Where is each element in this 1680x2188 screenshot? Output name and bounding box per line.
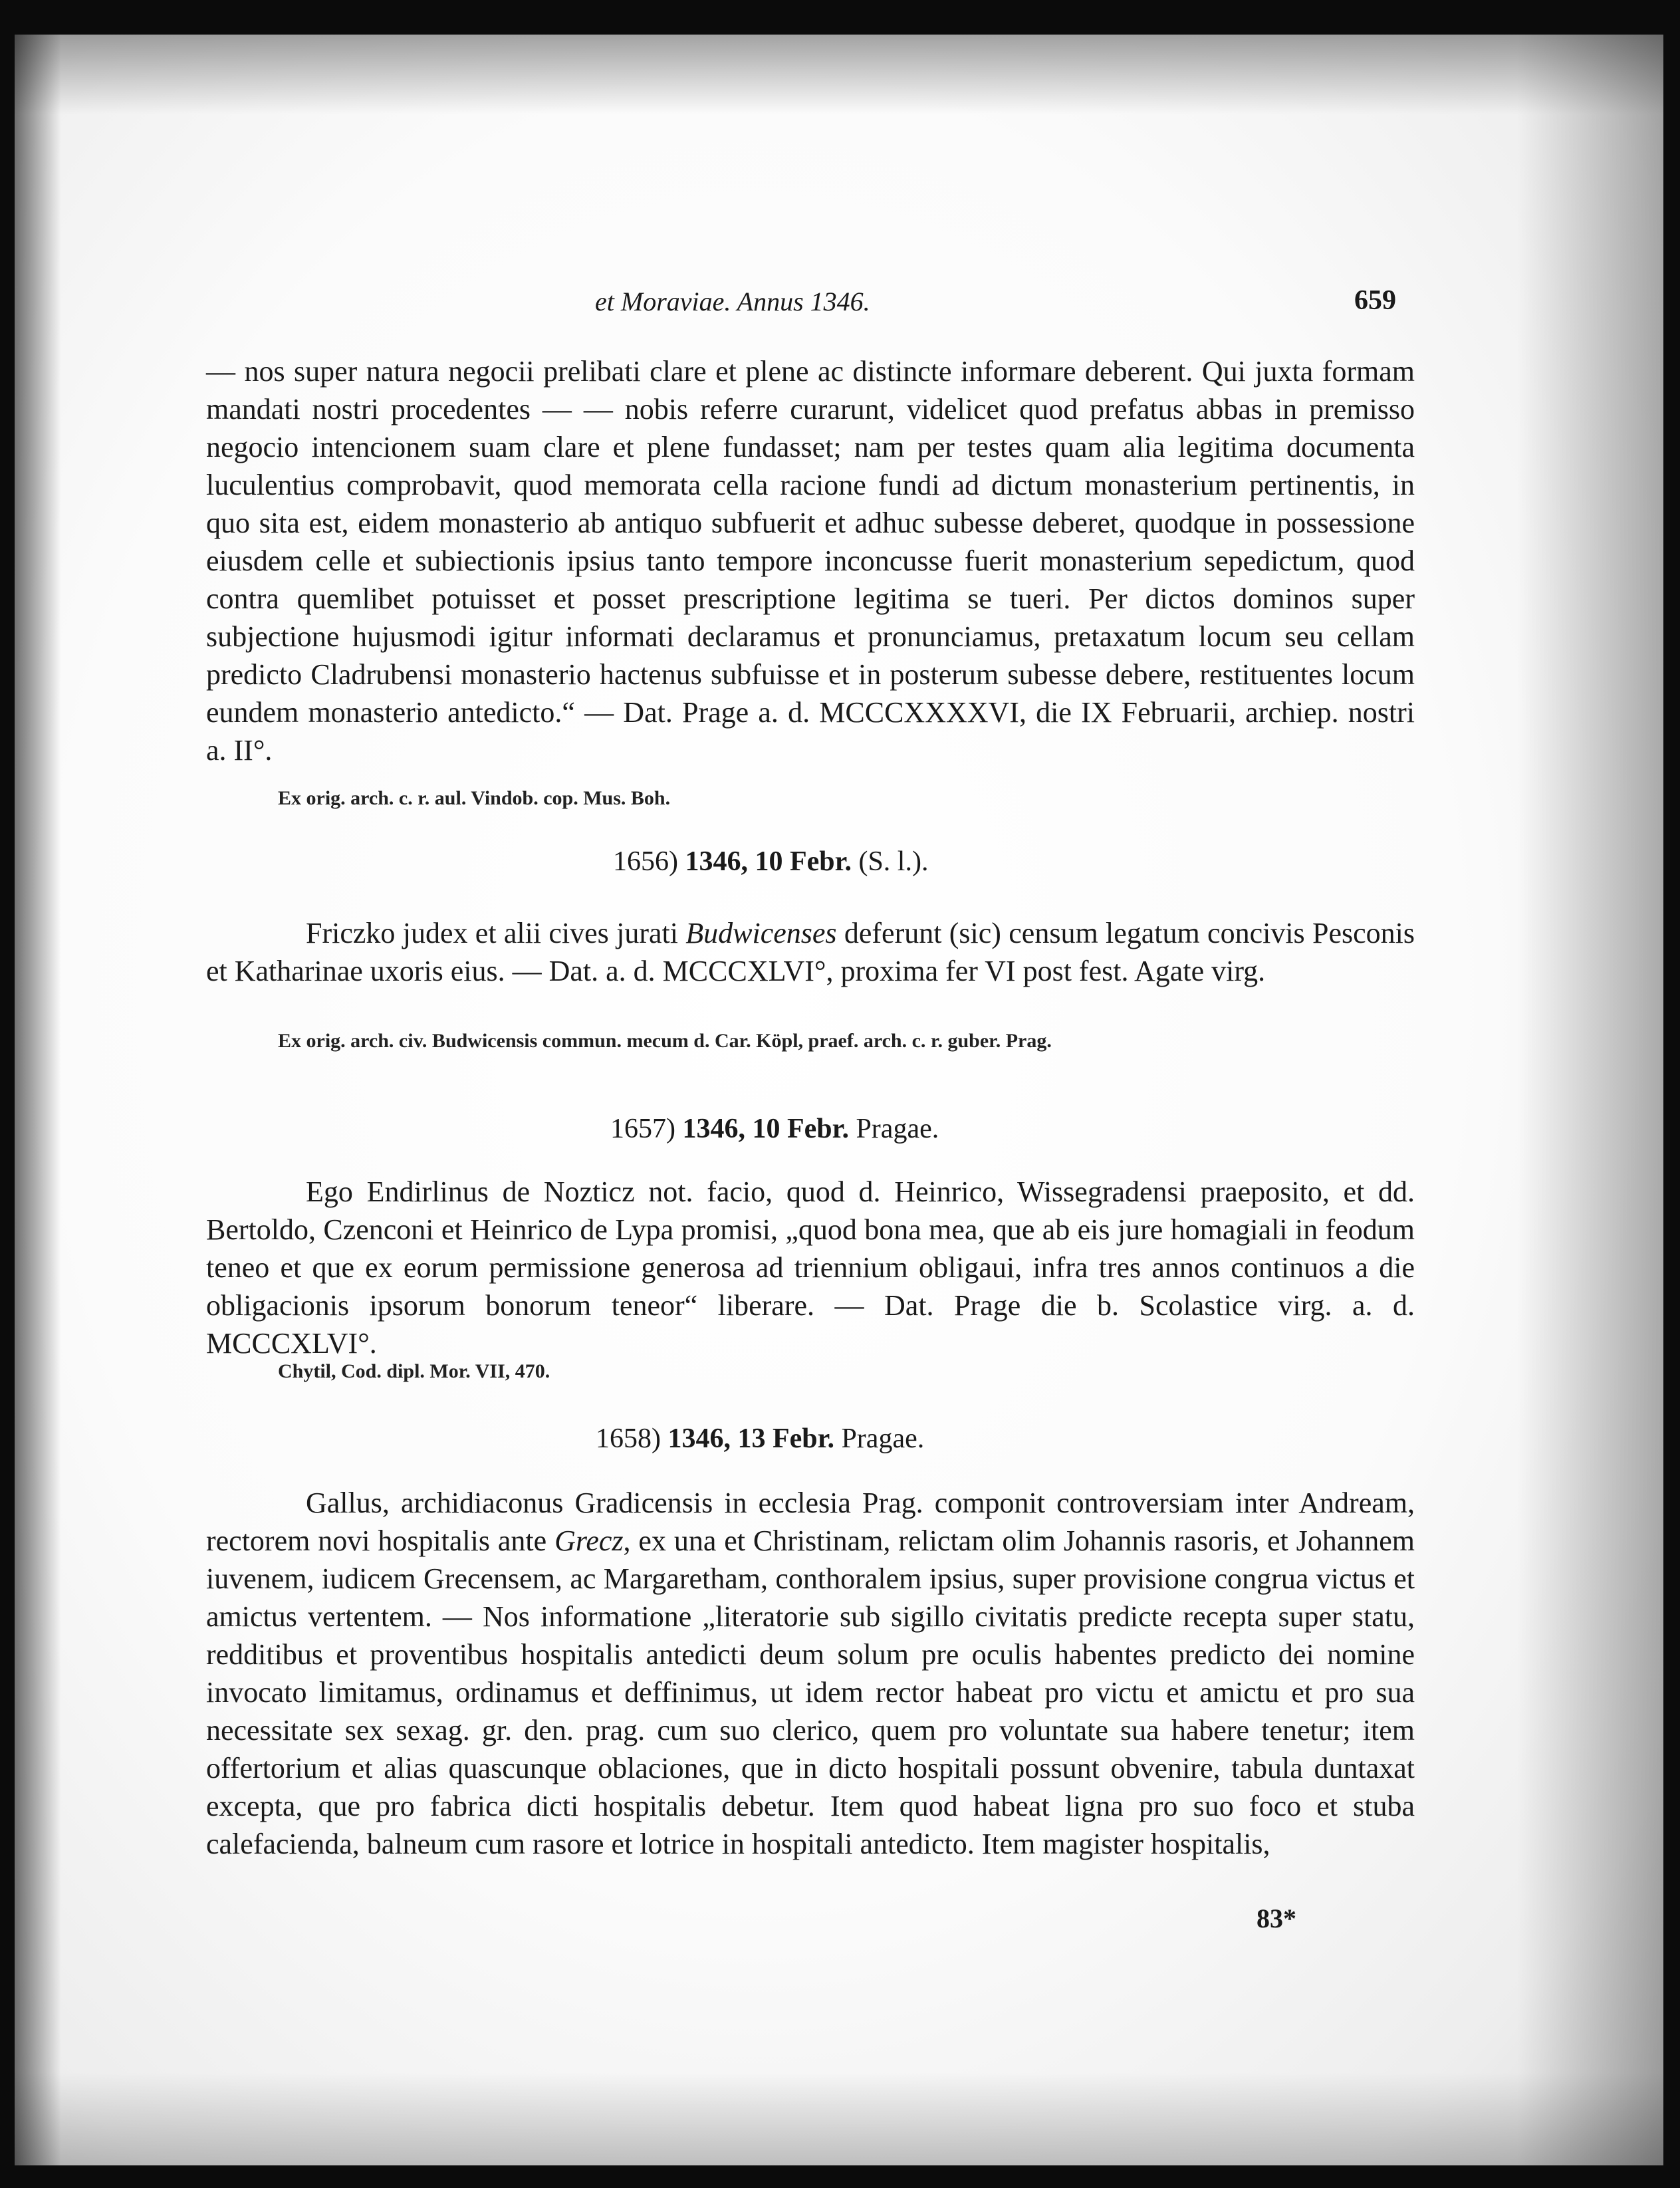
scanned-page xyxy=(15,35,1663,2165)
entry-number: 1656) xyxy=(613,846,678,877)
intro-text: — nos super natura negocii prelibati clare et plene ac distincte informare deberent. Qui juxta formam mandati nostri procedentes — — nobis referre curarunt, videlicet quod prefatus abbas in premisso negocio intencionem suam clare et plene fundasset; nam per testes quam alia legitima documenta luculentius comprobavit, quod memorata cella racione fundi ad dictum monasterium pertinentis, in quo sita est, eidem monasterio ab antiquo subfuerit et adhuc subesse deberet, quodque in possessione eiusdem celle et subiectionis ipsius tanto tempore inconcusse fuerit monasterium sepedictum, quod contra quemlibet potuisset et posset prescriptione legitima se tueri. Per dictos dominos super subjectione hujusmodi igitur informati declaramus et pronunciamus, pretaxatum locum seu cellam predicto Cladrubensi monasterio hactenus subfuisse et in posterum subesse debere, restituentes locum eundem monasterio antedicto.“ — Dat. Prage a. d. MCCCXXXXVI, die IX Februarii, archiep. nostri a. II°. xyxy=(206,355,1415,767)
intro-paragraph xyxy=(206,352,1415,769)
signature-mark: 83* xyxy=(1257,1903,1296,1933)
entry-text-before: Friczko judex et alii cives jurati xyxy=(306,917,686,949)
scan-shadow-right xyxy=(1517,35,1663,2165)
entry-text-after: , ex una et Christinam, relictam olim Johannis rasoris, et Johannem iuvenem, iudicem Grecensem, ac Margaretham, conthoralem ipsius, super provisione congrua victus et amictus vertentem. — Nos informatione „literatorie sub sigillo civitatis predicte recepta super statu, redditibus et proventibus hospitalis antedicti deum solum pre oculis habentes predicto dei nomine invocato limitamus, ordinamus et deffinimus, ut idem rector habeat pro victu et amictu et pro sua necessitate sex sexag. gr. den. prag. cum suo clerico, quem pro voluntate sua habere tenetur; item offertorium et alias quascunque oblaciones, que in dicto hospitali possunt obvenire, tabula duntaxat excepta, que pro fabrica dicti hospitalis debetur. Item quod habeat ligna pro suo foco et stuba calefacienda, balneum cum rasore et lotrice in hospitali antedicto. Item magister hospitalis, xyxy=(206,1524,1415,1860)
entry-1658-text xyxy=(206,1484,1415,1863)
entry-text-after: deferunt (sic) censum legatum concivis Pesconis et Katharinae uxoris eius. — Dat. a. d. MCCCXLVI°, proxima fer VI post fest. Agate virg. xyxy=(206,917,1415,987)
entry-1657-text xyxy=(206,1173,1415,1362)
entry-1657-heading xyxy=(610,1113,939,1145)
entry-text-italic: Budwicenses xyxy=(685,917,837,949)
entry-text-italic: Grecz xyxy=(554,1524,624,1557)
entry-text-before: Ego Endirlinus de Nozticz not. facio, quod d. Heinrico, Wissegradensi praeposito, et dd. Bertoldo, Czenconi et Heinrico de Lypa promisi, „quod bona mea, que ab eis jure homagiali in feodum teneo et que ex eorum permissione generosa ad triennium obligaui, infra tres annos continuos a die obligacionis ipsorum bonorum teneor“ liberare. — Dat. Prage die b. Scolastice virg. a. d. MCCCXLVI°. xyxy=(206,1175,1415,1360)
entry-number: 1657) xyxy=(610,1114,675,1144)
entry-1657-source: Chytil, Cod. dipl. Mor. VII, 470. xyxy=(278,1360,550,1382)
entry-1656-text xyxy=(206,914,1415,990)
running-header-title: et Moraviae. Annus 1346. xyxy=(595,287,870,316)
entry-date: 1346, 13 Febr. xyxy=(667,1423,834,1454)
entry-1658-heading xyxy=(596,1423,924,1455)
entry-place: Pragae. xyxy=(841,1423,925,1454)
entry-text-before: Gallus, archidiaconus Gradicensis in ecclesia Prag. componit controversiam inter Andream, rectorem novi hospitalis ante xyxy=(206,1487,1415,1557)
entry-number: 1658) xyxy=(596,1423,661,1454)
entry-1656-heading xyxy=(613,846,928,878)
entry-date: 1346, 10 Febr. xyxy=(682,1114,849,1144)
entry-1656-source: Ex orig. arch. civ. Budwicensis commun. mecum d. Car. Köpl, praef. arch. c. r. guber. Prag. xyxy=(278,1030,1052,1052)
entry-date: 1346, 10 Febr. xyxy=(685,846,852,877)
entry-place: (S. l.). xyxy=(858,846,929,877)
scan-shadow-bottom xyxy=(15,2072,1663,2165)
intro-source: Ex orig. arch. c. r. aul. Vindob. cop. Mus. Boh. xyxy=(278,787,671,809)
page-number: 659 xyxy=(1354,285,1396,316)
scan-shadow-left xyxy=(15,35,61,2165)
scan-shadow-top xyxy=(15,35,1663,114)
entry-place: Pragae. xyxy=(856,1114,939,1144)
